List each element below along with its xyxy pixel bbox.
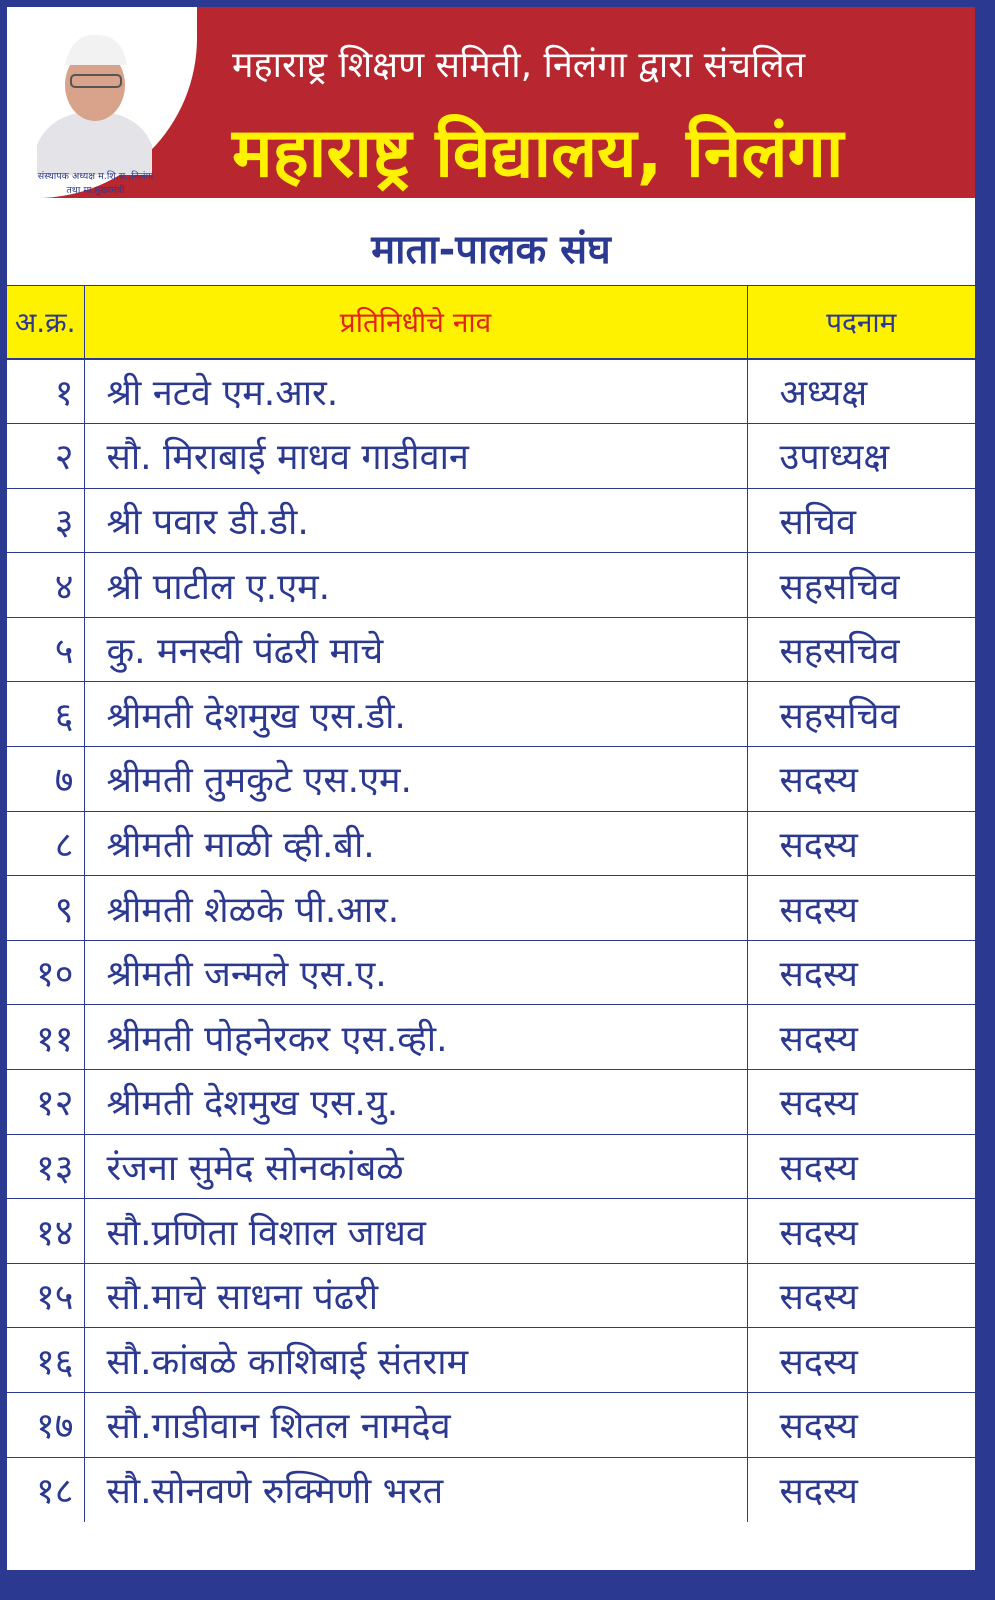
name-cell: रंजना सुमेद सोनकांबळे (84, 1134, 747, 1199)
table-row (7, 488, 975, 553)
name-cell: कु. मनस्वी पंढरी माचे (84, 617, 747, 682)
designation-cell: सदस्य (747, 1134, 975, 1199)
table-row (7, 553, 975, 618)
name-cell: श्रीमती पोहनेरकर एस.व्ही. (84, 1005, 747, 1070)
caption-line-1: संस्थापक अध्यक्ष म.शि.स.,निलंगा (37, 171, 154, 182)
serial-cell: १३ (7, 1134, 84, 1199)
name-cell: सौ.माचे साधना पंढरी (84, 1263, 747, 1328)
designation-cell: सदस्य (747, 747, 975, 812)
designation-cell: सदस्य (747, 1199, 975, 1264)
header-banner (7, 7, 975, 198)
name-cell: श्रीमती देशमुख एस.डी. (84, 682, 747, 747)
name-cell: सौ.प्रणिता विशाल जाधव (84, 1199, 747, 1264)
name-cell: सौ.कांबळे काशिबाई संतराम (84, 1328, 747, 1393)
serial-cell: १५ (7, 1263, 84, 1328)
members-table (7, 285, 975, 1522)
table-row (7, 1457, 975, 1522)
table-row (7, 1328, 975, 1393)
table-row (7, 1070, 975, 1135)
organization-line: महाराष्ट्र शिक्षण समिती, निलंगा द्वारा संचलित (232, 45, 806, 86)
table-row (7, 1134, 975, 1199)
header-name: प्रतिनिधीचे नाव (84, 286, 747, 360)
designation-cell: सदस्य (747, 1457, 975, 1522)
designation-cell: सदस्य (747, 811, 975, 876)
table-row (7, 1393, 975, 1458)
name-cell: श्री पवार डी.डी. (84, 488, 747, 553)
header-serial: अ.क्र. (7, 286, 84, 360)
serial-cell: ७ (7, 747, 84, 812)
serial-cell: १६ (7, 1328, 84, 1393)
designation-cell: सदस्य (747, 940, 975, 1005)
header-designation: पदनाम (747, 286, 975, 360)
serial-cell: ५ (7, 617, 84, 682)
name-cell: श्रीमती जन्मले एस.ए. (84, 940, 747, 1005)
name-cell: सौ.सोनवणे रुक्मिणी भरत (84, 1457, 747, 1522)
caption-line-2: तथा मा.मुख्यमंत्री (66, 185, 125, 196)
serial-cell: १७ (7, 1393, 84, 1458)
designation-cell: सहसचिव (747, 682, 975, 747)
table-row (7, 876, 975, 941)
designation-cell: सदस्य (747, 1263, 975, 1328)
name-cell: श्री नटवे एम.आर. (84, 359, 747, 424)
name-cell: श्रीमती देशमुख एस.यु. (84, 1070, 747, 1135)
name-cell: श्रीमती शेळके पी.आर. (84, 876, 747, 941)
serial-cell: १० (7, 940, 84, 1005)
table-row (7, 682, 975, 747)
table-row (7, 1199, 975, 1264)
designation-cell: सहसचिव (747, 617, 975, 682)
photo-caption (13, 170, 178, 198)
table-row (7, 1005, 975, 1070)
table-row (7, 747, 975, 812)
page-title: माता-पालक संघ (371, 227, 611, 273)
serial-cell: १८ (7, 1457, 84, 1522)
table-row (7, 424, 975, 489)
designation-cell: सदस्य (747, 1070, 975, 1135)
table-row (7, 1263, 975, 1328)
serial-cell: ९ (7, 876, 84, 941)
designation-cell: सदस्य (747, 1393, 975, 1458)
name-cell: श्री पाटील ए.एम. (84, 553, 747, 618)
serial-cell: ४ (7, 553, 84, 618)
serial-cell: ११ (7, 1005, 84, 1070)
serial-cell: १४ (7, 1199, 84, 1264)
name-cell: सौ.गाडीवान शितल नामदेव (84, 1393, 747, 1458)
serial-cell: १२ (7, 1070, 84, 1135)
name-cell: श्रीमती माळी व्ही.बी. (84, 811, 747, 876)
serial-cell: ८ (7, 811, 84, 876)
designation-cell: अध्यक्ष (747, 359, 975, 424)
table-row (7, 359, 975, 424)
serial-cell: १ (7, 359, 84, 424)
table-header-row (7, 286, 975, 360)
designation-cell: सचिव (747, 488, 975, 553)
designation-cell: सदस्य (747, 1328, 975, 1393)
designation-cell: सदस्य (747, 876, 975, 941)
serial-cell: ६ (7, 682, 84, 747)
school-name: महाराष्ट्र विद्यालय, निलंगा (232, 114, 844, 193)
designation-cell: उपाध्यक्ष (747, 424, 975, 489)
founder-portrait-icon (27, 25, 162, 175)
serial-cell: ३ (7, 488, 84, 553)
table-row (7, 940, 975, 1005)
serial-cell: २ (7, 424, 84, 489)
designation-cell: सदस्य (747, 1005, 975, 1070)
name-cell: सौ. मिराबाई माधव गाडीवान (84, 424, 747, 489)
table-row (7, 811, 975, 876)
table-row (7, 617, 975, 682)
name-cell: श्रीमती तुमकुटे एस.एम. (84, 747, 747, 812)
designation-cell: सहसचिव (747, 553, 975, 618)
